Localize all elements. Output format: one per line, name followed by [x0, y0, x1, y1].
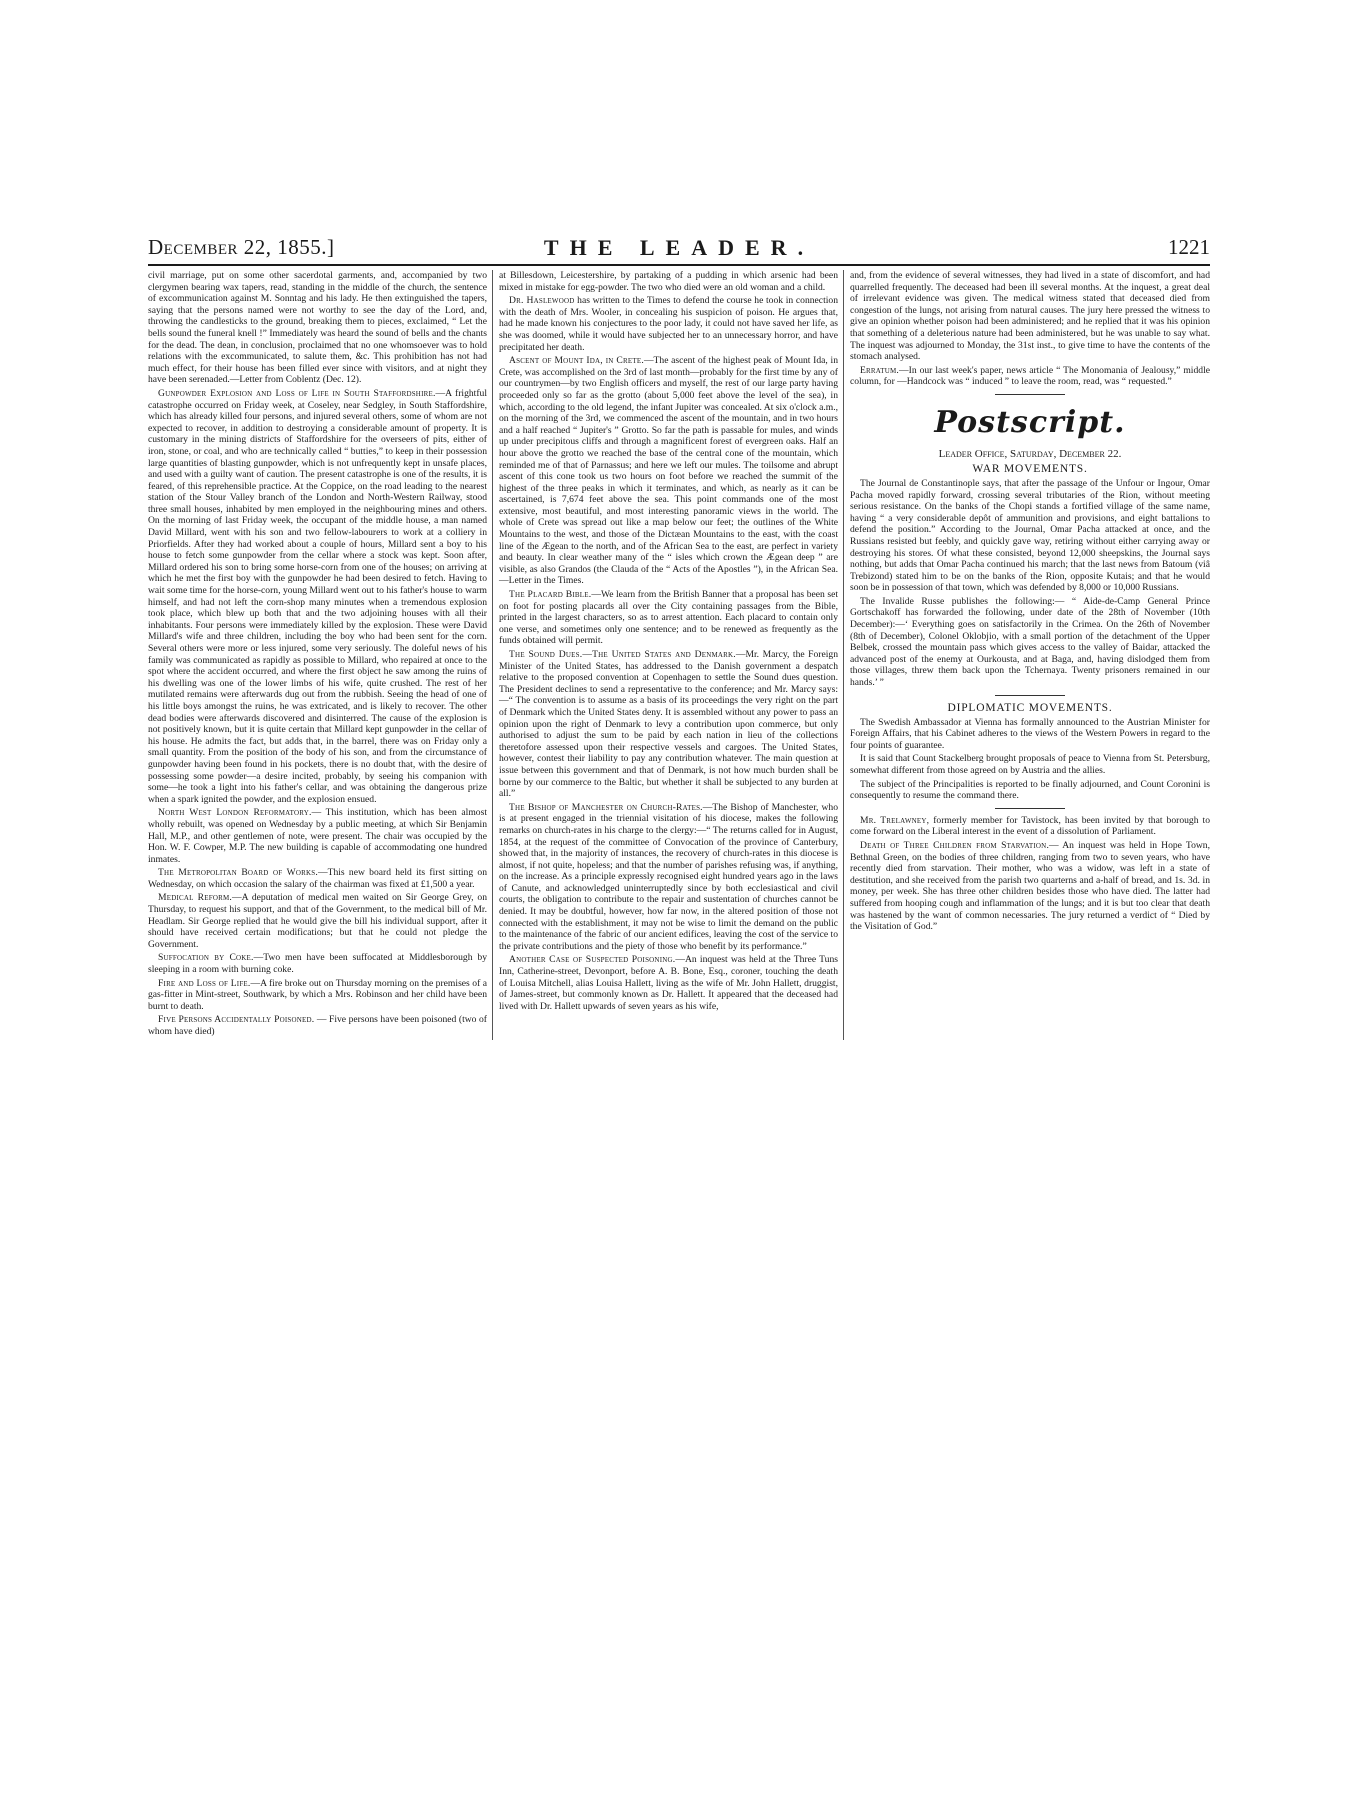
article-body: —An inquest was held at the Three Tuns Inn, Catherine-street, Devonport, before A. B. Bone, Esq., coroner, touching the death of Louisa Mitchell, alias Louisa Hallett, living as the wife of Mr. John Hallett, druggist, of James-street, but commonly known as Dr. Hallett. It appeared that the deceased had lived with Dr. Hallett upwards of seven years as his wife,	[499, 954, 838, 1012]
article-suspected-poisoning	[499, 954, 838, 1012]
article-haslewood	[499, 295, 838, 353]
diplomatic-movements-heading: DIPLOMATIC MOVEMENTS.	[947, 701, 1113, 714]
article-gunpowder-explosion	[148, 388, 487, 805]
page-number: 1221	[1168, 235, 1210, 259]
article-heading: Medical Reform.	[158, 892, 232, 904]
article-reformatory	[148, 807, 487, 865]
article-body: —In our last week's paper, news article “ The Monomania of Jealousy,” middle column, for —Handcock was “ induced ” to leave the room, read, was “ requested.”	[850, 364, 1210, 388]
article-invalide-russe: The Invalide Russe publishes the following:— “ Aide-de-Camp General Prince Gortschakoff has forwarded the following, under date of the 28th of November (10th December):—‘ Everything goes on satisfactorily in the Crimea. On the 26th of November (8th of December), Colonel Oklobjio, with a small portion of the detachment of the Upper Belbek, crossed the mountain pass which gives access to the valley of Baidar, attacked the advanced post of the enemy at Ourkousta, and at Baga, and, having dislodged them from those villages, threw them back upon the Tchernaya. Twenty prisoners remained in our hands.’ ”	[850, 595, 1210, 689]
column-1	[148, 270, 487, 1040]
article-body: — An inquest was held in Hope Town, Bethnal Green, on the bodies of three children, ranging from two to seven years, who have recently died from starvation. Their mother, who was a widow, was left in a state of destitution, and she received from the parish two quarterns and a-half of bread, and 1s. 3d. in money, per week. She has three other children besides those who have died. The latter had suffered from hooping cough and inflammation of the lungs; and it is but too clear that death was hastened by the want of common necessaries. The jury returned a verdict of “ Died by the Visitation of God.”	[850, 839, 1210, 933]
article-principalities: The subject of the Principalities is reported to be finally adjourned, and Count Coronini is consequently to resume the command there.	[850, 778, 1210, 802]
article-heading: The Metropolitan Board of Works.	[158, 867, 318, 879]
article-poisoned	[148, 1014, 487, 1037]
article-body: —The Bishop of Manchester, who is at present engaged in the triennial visitation of his diocese, makes the following remarks on church-rates in his charge to the clergy:—“ The returns called for in August, 1854, at the request of the committee of Convocation of the province of Canterbury, showed that, in the majority of instances, the recovery of church-rates in this diocese is almost, if not quite, hopeless; and that the number of parishes refusing was, if anything, on the increase. As a principle expressly recognised eight hundred years ago in the laws of Canute, and acknowledged uninterruptedly since by both ecclesiastical and civil courts, the obligation to contribute to the repair and sustentation of churches cannot be denied. It may be doubtful, however, how far now, in the altered position of those not connected with the establishment, it may not be wise to limit the demand on the public to the maintenance of the fabric of our ancient edifices, leaving the cost of the service to the private contributions and the piety of those who benefit by its performance.”	[499, 801, 838, 952]
article-poisoned-continued: at Billesdown, Leicestershire, by partaking of a pudding in which arsenic had been mixed in mistake for egg-powder. The two who died were an old woman and a child.	[499, 270, 838, 293]
article-heading: Gunpowder Explosion and Loss of Life in South Staffordshire.	[158, 387, 436, 399]
article-fire	[148, 978, 487, 1013]
article-body: — Five persons have been poisoned (two of whom have died)	[148, 1014, 487, 1037]
issue-date: December 22, 1855.]	[148, 235, 335, 259]
masthead	[148, 230, 1210, 266]
article-heading: Ascent of Mount Ida, in Crete.	[509, 355, 644, 367]
article-heading: Death of Three Children from Starvation.	[860, 839, 1050, 851]
columns	[148, 270, 1210, 1040]
column-3	[843, 270, 1210, 1040]
newspaper-page	[148, 230, 1210, 1040]
article-heading: Erratum.	[860, 364, 900, 376]
article-heading: The Bishop of Manchester on Church-Rates.	[509, 801, 703, 813]
article-heading: Dr. Haslewood	[509, 295, 575, 307]
article-poisoning-continued: and, from the evidence of several witnesses, they had lived in a state of discomfort, and had quarrelled frequently. The deceased had been ill several months. At the inquest, a great deal of irrelevant evidence was given. The medical witness stated that deceased died from congestion of the lungs, not arising from natural causes. The jury here pressed the witness to give an opinion whether poison had been administered; and he replied that it was his opinion that something of a deleterious nature had been administered, but he was unable to say what. The inquest was adjourned to Monday, the 31st inst., to give time to have the contents of the stomach analysed.	[850, 270, 1210, 363]
article-sound-dues	[499, 649, 838, 800]
postscript-title: Postscript.	[934, 404, 1126, 440]
article-body: —This new board held its first sitting on Wednesday, on which occasion the salary of the chairman was fixed at £1,500 a year.	[148, 867, 487, 890]
article-body: —The ascent of the highest peak of Mount Ida, in Crete, was accomplished on the 3rd of last month—probably for the first time by any of our countrymen—by two English officers and myself, the rest of our large party having proceeded only so far as the grotto (about 5,000 feet above the level of the sea), in which, according to the old legend, the infant Jupiter was concealed. At six o'clock a.m., on the morning of the 3rd, we commenced the ascent of the mountain, and in two hours and a half reached “ Jupiter's ” Grotto. So far the path is passable for mules, and winds up under precipitous cliffs and through a magnificent forest of evergreen oaks. Half an hour above the grotto we reached the base of the central cone of the mountain, which reminded me of that of Parnassus; and here we left our mules. The toilsome and abrupt ascent of this cone took us two hours on foot before we reached the summit of the highest of the three peaks in which it terminates, and which, as nearly as it can be ascertained, is 7,674 feet above the sea. This point commands one of the most extensive, most beautiful, and most interesting panoramic views in the world. The whole of Crete was spread out like a map below our feet; the outlines of the White Mountains to the west, and those of the Dictæan Mountains to the east, with the coast line of the Ægean to the north, and of the African Sea to the east, are perfect in variety and beauty. In clear weather many of the “ isles which crown the Ægean deep ” are visible, as also Grandos (the Clauda of the “ Acts of the Apostles ”), in the African Sea.—Letter in the Times.	[499, 355, 839, 587]
article-body: —A frightful catastrophe occurred on Friday week, at Coseley, near Sedgley, in South Staffordshire, which has already killed four persons, and injured several others, some of whom are not expected to recover, in addition to destroying a considerable amount of property. It is customary in the mining districts of Staffordshire for the overseers of pits, either of iron, stone, or coal, and who are technically called “ butties,” to keep in their possession large quantities of blasting gunpowder, which is not unfrequently kept in unsafe places, and used with a guilty want of caution. The present catastrophe is one of the results, it is feared, of this reprehensible practice. At the Coppice, on the road leading to the nearest station of the Stour Valley branch of the London and North-Western Railway, stood three small houses, inhabited by men employed in the neighbouring mines and others. On the morning of last Friday week, the occupant of the middle house, a man named David Millard, went with his son and two fellow-labourers to work at a colliery in Priorfields. After they had worked about a couple of hours, Millard sent a boy to his house to fetch some gunpowder from the cellar where a stock was kept. Soon after, Millard ordered his son to bring some horse-corn from one of the houses; on arriving at which he met the first boy with the gunpowder he had been desired to fetch. Having to wait some time for the horse-corn, young Millard went out to his father's house to warm himself, and had not left the corn-shop many minutes when a tremendous explosion took place, which blew up both that and the two adjoining houses with all their inhabitants. Four persons were immediately killed by the explosion. These were David Millard's wife and three children, including the boy who had been sent for the corn. Several others were more or less injured, some very seriously. The doleful news of his family was communicated as rapidly as possible to Millard, who repaired at once to the spot where the accident occurred, and where the first object he saw among the ruins of his dwelling was one of the lower limbs of his wife, quite crushed. The rest of her mutilated remains were afterwards dug out from the rubbish. Seeing the head of one of his little boys amongst the ruins, he was extricated, and is likely to recover. The other dead bodies were afterwards discovered and disinterred. The cause of the explosion is not positively known, but it is quite certain that Millard kept gunpowder in the cellar of his house. He admits the fact, but adds that, in the barrel, there was on Friday only a small quantity. From the position of the body of his son, and from the circumstance of gunpowder having been found in his pockets, there is no doubt that, with the desire of possessing some powder—a desire incited, probably, by seeing his companion with some—he took a light into his father's cellar, and was obtaining the dangerous prize when a spark ignited the powder, and the explosion ensued.	[148, 387, 487, 805]
article-heading: Mr. Trelawney,	[860, 814, 930, 826]
article-church-rates	[499, 802, 838, 953]
article-swedish-ambassador: The Swedish Ambassador at Vienna has formally announced to the Austrian Minister for Foreign Affairs, that his Cabinet adheres to the views of the Western Powers in regard to the four points of guarantee.	[850, 716, 1210, 751]
war-movements-heading: WAR MOVEMENTS.	[972, 462, 1088, 475]
article-body: formerly member for Tavistock, has been invited by that borough to come forward on the Liberal interest in the event of a dissolution of Parliament.	[850, 814, 1210, 838]
article-mount-ida	[499, 355, 838, 587]
article-omar-pacha: The Journal de Constantinople says, that after the passage of the Unfour or Ingour, Omar Pacha moved rapidly forward, crossing several tributaries of the Rion, without meeting serious resistance. On the banks of the Chopi stands a fortified village of the same name, having “ a very considerable depôt of ammunition and provisions, and eight battalions to defend the position.” According to the Journal, Omar Pacha attacked at once, and the Russians resisted but feebly, and quickly gave way, retiring without either carrying away or destroying his stores. Of what these consisted, beyond 12,000 sheepskins, the Journal says nothing, but adds that Omar Pacha continued his march; that the last news from Batoum (viâ Trebizond) stated him to be on the banks of the Rion, opposite Kutais; and that he would soon be in possession of that town, which was defended by 8,000 or 10,000 Russians.	[850, 477, 1210, 594]
article-body: —A deputation of medical men waited on Sir George Grey, on Thursday, to request his support, and that of the Government, to the medical bill of Mr. Headlam. Sir George replied that he would give the bill his individual support, after it should have received certain modifications; but that he could not pledge the Government.	[148, 892, 487, 950]
article-body: has written to the Times to defend the course he took in connection with the death of Mrs. Wooler, in concealing his suspicion of poison. He argues that, had he made known his conjectures to the poor lady, it could not have saved her life, as she was doomed, while it would have subjected her to an unnecessary horror, and have precipitated her death.	[499, 295, 838, 353]
divider	[995, 695, 1065, 696]
article-heading: The Sound Dues.—The United States and Denmark.	[509, 649, 736, 660]
article-placard-bible	[499, 589, 838, 647]
column-2	[492, 270, 838, 1040]
dateline: Leader Office, Saturday, December 22.	[938, 447, 1122, 460]
divider	[995, 808, 1065, 809]
article-heading: Five Persons Accidentally Poisoned.	[158, 1014, 315, 1026]
article-stackelberg: It is said that Count Stackelberg brought proposals of peace to Vienna from St. Petersburg, somewhat different from those agreed on by Austria and the allies.	[850, 753, 1210, 776]
article-body: —A fire broke out on Thursday morning on the premises of a gas-fitter in Mint-street, Southwark, by which a Mrs. Robinson and her child have been burnt to death.	[148, 977, 487, 1012]
article-heading: Another Case of Suspected Poisoning.	[509, 954, 676, 966]
article-body: —Two men have been suffocated at Middlesborough by sleeping in a room with burning coke.	[148, 952, 487, 976]
article-heading: Suffocation by Coke.	[158, 952, 254, 964]
article-board-of-works	[148, 867, 487, 890]
article-body: —We learn from the British Banner that a proposal has been set on foot for posting placards all over the City containing passages from the Bible, printed in the largest characters, so as to arrest attention. Each placard to contain only one verse, and sometimes only one sentence; and to be renewed as frequently as the funds obtained will permit.	[499, 589, 838, 647]
newspaper-title: THE LEADER.	[543, 235, 815, 260]
article-trelawney	[850, 815, 1210, 838]
article-suffocation	[148, 952, 487, 975]
divider	[995, 394, 1065, 395]
article-body: —Mr. Marcy, the Foreign Minister of the United States, has addressed to the Danish government a despatch relative to the proposed convention at Copenhagen to settle the Sound dues question. The President declines to send a representative to the conference; and Mr. Marcy says:—“ The convention is to assume as a basis of its proceedings the very right on the part of Denmark which the United States deny. It is assembled without any power to pass an opinion upon the right of Denmark to levy a contribution upon commerce, but only authorised to adjust the sum to be paid by each nation in lieu of the collections theretofore assessed upon their respective vessels and cargoes. The United States, however, contest their liability to pay any contribution whatever. The main question at issue between this government and that of Denmark, is not how much burden shall be borne by our commerce to the Baltic, but whether it shall be subjected to any burden at all.”	[499, 649, 838, 800]
article-medical-reform	[148, 892, 487, 950]
article-heading: Fire and Loss of Life.	[158, 977, 251, 989]
article-erratum	[850, 365, 1210, 388]
article-heading: North West London Reformatory.	[158, 807, 312, 819]
article-starvation	[850, 840, 1210, 933]
article-excommunication-end: civil marriage, put on some other sacerdotal garments, and, accompanied by two clergymen bearing wax tapers, read, standing in the middle of the church, the sentence of excommunication against M. Sonntag and his lady. He then extinguished the tapers, saying that the persons named were not worthy to see the day of the Lord, and, throwing the candlesticks to the ground, breaking them to pieces, exclaimed, “ Let the bells sound the funeral knell !” Immediately was heard the sound of bells and the chants for the dead. The dean, in conclusion, proclaimed that no one whomsoever was to hold relations with the excommunicated, to salute them, &c. This prohibition has not had much effect, for their house has been filled ever since with visitors, and at night they have been serenaded.—Letter from Coblentz (Dec. 12).	[148, 270, 487, 386]
article-heading: The Placard Bible.	[509, 589, 592, 601]
article-body: — This institution, which has been almost wholly rebuilt, was opened on Wednesday by a public meeting, at which Sir Benjamin Hall, M.P., and other gentlemen of note, were present. The chair was occupied by the Hon. W. F. Cowper, M.P. The new building is capable of accommodating one hundred inmates.	[148, 807, 487, 865]
